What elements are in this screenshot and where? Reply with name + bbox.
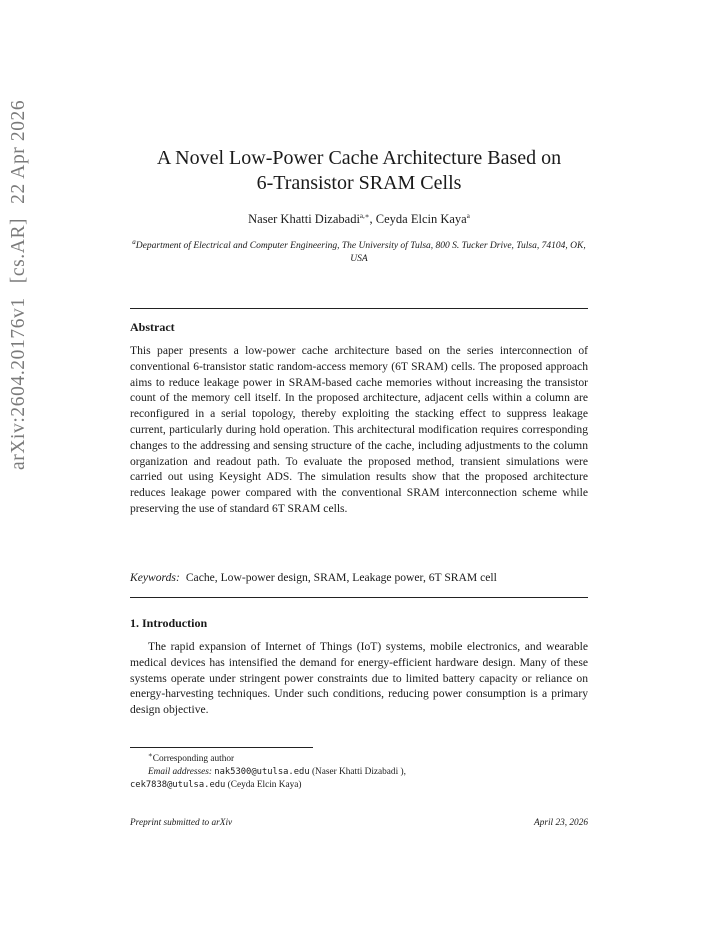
email-line-2 [130,779,600,792]
title-line-2: 6-Transistor SRAM Cells [256,172,462,194]
keywords [130,571,588,584]
email-1-owner: (Naser Khatti Dizabadi ), [309,767,406,777]
preprint-date: April 23, 2026 [534,818,588,828]
abstract-heading: Abstract [130,320,175,334]
introduction-heading: 1. Introduction [130,616,208,630]
paper-title [130,146,588,196]
email-1-link[interactable]: nak5300@utulsa.edu [214,767,310,777]
arxiv-date: 22 Apr 2026 [8,99,29,204]
corresponding-mark: ∗ [148,750,153,759]
author-list [130,212,588,227]
corresponding-note [130,750,600,766]
title-line-1: A Novel Low-Power Cache Architecture Based on [156,147,562,169]
corresponding-text: Corresponding author [152,754,235,764]
affiliation-text: Department of Electrical and Computer Engineering, The University of Tulsa, 800 S. Tucker Drive, Tulsa, 74104, OK, USA [135,241,586,264]
footnote [130,750,600,792]
preprint-notice: Preprint submitted to arXiv [130,818,233,828]
abstract-top-rule [130,308,588,309]
email-label: Email addresses: [148,767,212,777]
abstract-body: This paper presents a low-power cache architecture based on the series interconnection of conventional 6-transistor static random-access memory (6T SRAM) cells. The proposed approach aims to reduce leakage power in SRAM-based cache memories without increasing the transistor count of the memory cell itself. In the proposed architecture, adjacent cells within a column are reconfigured in a serial topology, thereby exploiting the stacking effect to suppress leakage current, particularly during hold operation. This architectural modification requires corresponding changes to the addressing and sensing structure of the cache, including adjustments to the column organization and readout path. To evaluate the proposed method, transient simulations were carried out using Keysight ADS. The simulation results show that the proposed architecture reduces leakage power compared with the conventional SRAM interconnection scheme while preserving the use of standard 6T SRAM cells. [130,344,588,515]
author-separator: , [369,212,376,226]
email-line [130,766,600,779]
arxiv-category: [cs.AR] [8,217,29,284]
keywords-label: Keywords: [130,571,180,584]
author-2-name: Ceyda Elcin Kaya [375,212,467,226]
footnote-rule [130,747,313,748]
arxiv-id: arXiv:2604.20176v1 [8,297,29,470]
affiliation-mark: a [132,237,136,246]
abstract-bottom-rule [130,597,588,598]
arxiv-side-stamp [8,50,30,470]
email-2-link[interactable]: cek7838@utulsa.edu [130,780,226,790]
author-1-name: Naser Khatti Dizabadi [248,212,360,226]
affiliation [130,237,588,266]
email-2-owner: (Ceyda Elcin Kaya) [225,780,302,790]
introduction-body: The rapid expansion of Internet of Things (IoT) systems, mobile electronics, and wearable medical devices has intensified the demand for energy-efficient hardware design. Many of these systems operate under stringent power constraints due to limited battery capacity or reliance on energy-harvesting techniques. Under such conditions, reducing power consumption is a primary design objective. [130,640,588,717]
keywords-text: Cache, Low-power design, SRAM, Leakage power, 6T SRAM cell [185,571,497,584]
author-1-mark: a,∗ [359,211,370,220]
author-2-mark: a [466,211,470,220]
